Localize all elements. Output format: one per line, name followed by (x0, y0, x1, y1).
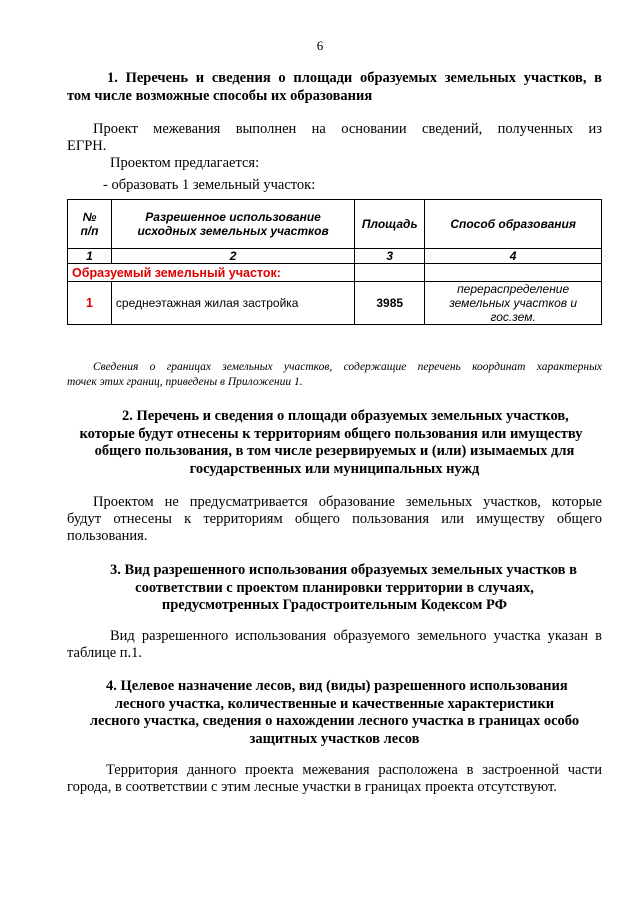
empty-cell (355, 264, 425, 282)
header-use-line1: Разрешенное использование (145, 210, 321, 224)
section2-heading-line4: государственных или муниципальных нужд (189, 461, 480, 477)
proposal-text: Проектом предлагается: (110, 155, 260, 171)
header-use-line2: исходных земельных участков (137, 224, 329, 238)
table-header-row (68, 200, 602, 249)
appendix-note-line1: Сведения о границах земельных участков, содержащие перечень координат характерных (93, 361, 602, 373)
parcels-table (67, 199, 602, 325)
empty-cell (425, 264, 602, 282)
section4-paragraph-line2: города, в соответствии с этим лесные участки в границах проекта отсутствуют. (67, 779, 557, 795)
column-number-cell: 1 (68, 249, 112, 264)
header-cell-use (111, 200, 354, 249)
section3-paragraph-line2: таблице п.1. (67, 645, 143, 661)
column-number-cell: 3 (355, 249, 425, 264)
section4-paragraph-line1: Территория данного проекта межевания расположена в застроенной части (106, 762, 602, 778)
section3-heading-line3: предусмотренных Градостроительным Кодексом РФ (161, 597, 508, 613)
header-area: Площадь (361, 217, 418, 231)
table-column-number-row (68, 249, 602, 264)
section1-paragraph-line2: ЕГРН. (67, 138, 107, 154)
section4-heading-line2: лесного участка, количественные и качественные характеристики (114, 696, 555, 712)
proposal-bullet: - образовать 1 земельный участок: (103, 177, 316, 193)
row-number: 1 (68, 282, 112, 325)
column-number-cell: 4 (425, 249, 602, 264)
section2-paragraph-line2: будут отнесены к территориям общего пользования или имуществу общего (67, 511, 602, 527)
header-cell-area (355, 200, 425, 249)
section3-heading-line1: 3. Вид разрешенного использования образуемых земельных участков в (110, 562, 577, 578)
section4-heading-line4: защитных участков лесов (249, 731, 420, 747)
section3-heading-line2: соответствии с проектом планировки территории в случаях, (135, 580, 534, 596)
column-number-cell: 2 (111, 249, 354, 264)
header-method: Способ образования (450, 217, 576, 231)
section2-paragraph-line3: пользования. (67, 528, 148, 544)
section2-heading-line1: 2. Перечень и сведения о площади образуемых земельных участков, (122, 408, 569, 424)
table-row (68, 282, 602, 325)
header-cell-num (68, 200, 112, 249)
section1-heading-line1: 1. Перечень и сведения о площади образуемых земельных участков, в (107, 70, 602, 86)
section4-heading-line3: лесного участка, сведения о нахождении лесного участка в границах особо (89, 713, 580, 729)
row-method-line3: гос.зем. (490, 310, 536, 324)
group-title: Образуемый земельный участок: (68, 264, 355, 282)
row-area: 3985 (355, 282, 425, 325)
header-cell-method (425, 200, 602, 249)
section1-heading-line2: том числе возможные способы их образования (67, 88, 373, 104)
row-method (425, 282, 602, 325)
section3-paragraph-line1: Вид разрешенного использования образуемого земельного участка указан в (110, 628, 602, 644)
section2-paragraph-line1: Проектом не предусматривается образование земельных участков, которые (93, 494, 602, 510)
header-num-line2: п/п (80, 224, 99, 238)
table-group-row (68, 264, 602, 282)
header-num-line1: № (82, 210, 97, 224)
row-method-line1: перераспределение (457, 282, 570, 296)
section2-heading-line2: которые будут отнесены к территориям общего пользования или имуществу (79, 426, 583, 442)
section1-paragraph-line1: Проект межевания выполнен на основании сведений, полученных из (93, 121, 602, 137)
page-number: 6 (316, 38, 324, 53)
row-method-line2: земельных участков и (449, 296, 578, 310)
row-use: среднеэтажная жилая застройка (111, 282, 354, 325)
section2-heading-line3: общего пользования, в том числе резервируемых и (или) изымаемых для (94, 443, 575, 459)
appendix-note-line2: точек этих границ, приведены в Приложении 1. (67, 376, 303, 388)
section4-heading-line1: 4. Целевое назначение лесов, вид (виды) разрешенного использования (106, 678, 568, 694)
